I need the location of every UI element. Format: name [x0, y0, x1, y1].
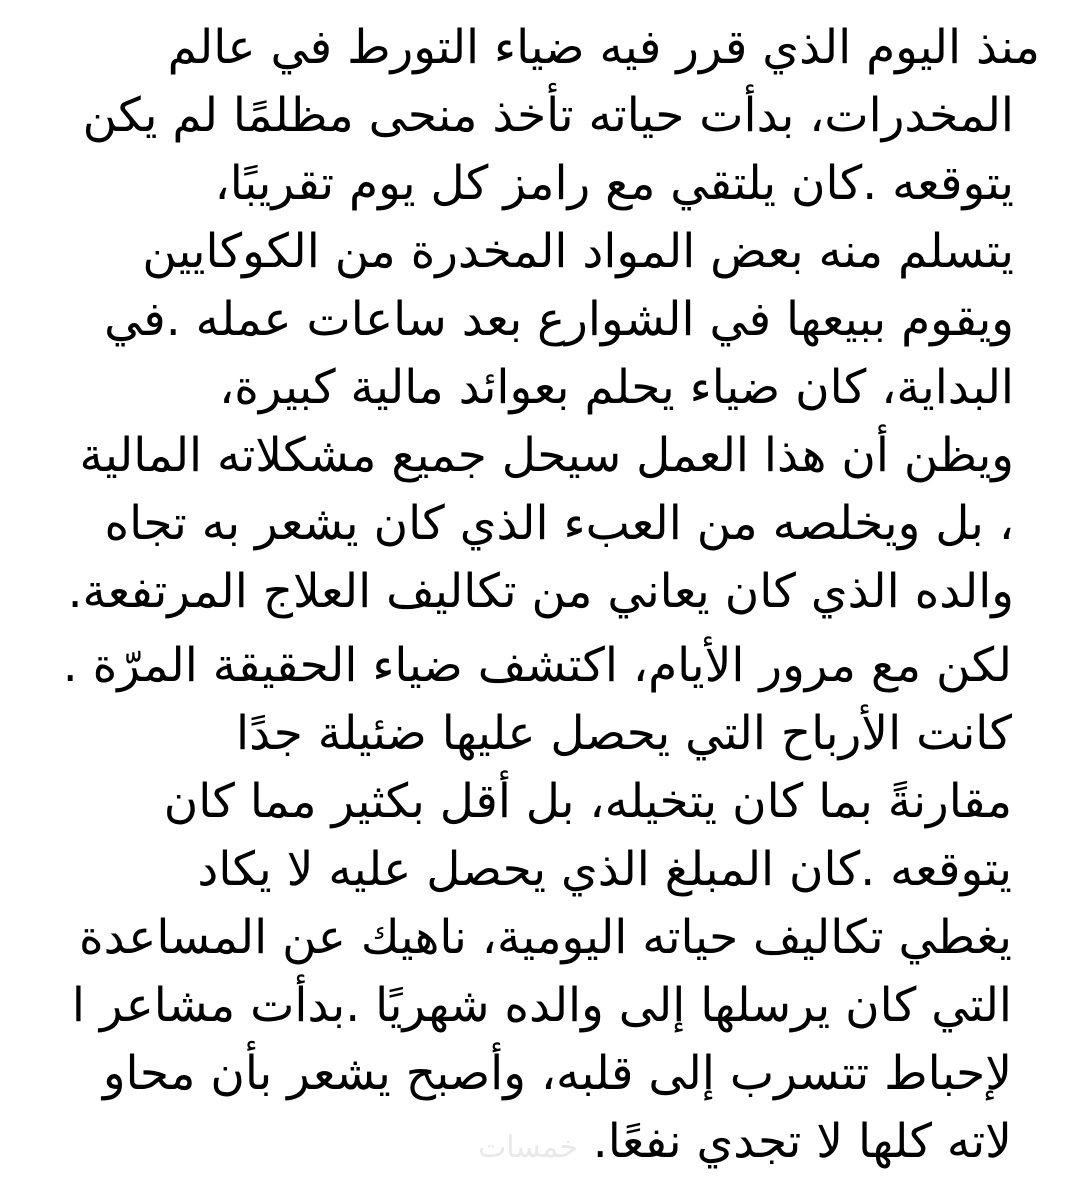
text-line: مقارنةً بما كان يتخيله، بل أقل بكثير مما كان [163, 774, 1012, 829]
text-line: يتسلم منه بعض المواد المخدرة من الكوكايين [142, 224, 1014, 279]
text-line: لاته كلها لا تجدي نفعًا. [592, 1114, 1012, 1169]
watermark-logo: خمسات [478, 1130, 579, 1165]
text-line: يغطي تكاليف حياته اليومية، ناهيك عن المساعدة [79, 910, 1012, 965]
paragraph-1 [48, 14, 1040, 626]
text-line: المخدرات، بدأت حياته تأخذ منحى مظلمًا لم يكن [82, 88, 1014, 143]
text-line: ويقوم ببيعها في الشوارع بعد ساعات عمله .في [104, 292, 1014, 347]
text-line: ويظن أن هذا العمل سيحل جميع مشكلاته المالية [79, 428, 1014, 483]
text-line: يتوقعه .كان المبلغ الذي يحصل عليه لا يكاد [197, 842, 1012, 897]
text-line: يتوقعه .كان يلتقي مع رامز كل يوم تقريبًا، [214, 156, 1014, 211]
text-line: ، بل ويخلصه من العبء الذي كان يشعر به تجاه [104, 496, 1014, 551]
paragraph-2 [48, 632, 1040, 1176]
text-line: كانت الأرباح التي يحصل عليها ضئيلة جدًا [236, 706, 1012, 761]
text-line: والده الذي كان يعاني من تكاليف العلاج المرتفعة. [67, 564, 1014, 619]
text-line: البداية، كان ضياء يحلم بعوائد مالية كبيرة، [219, 360, 1014, 415]
text-line: منذ اليوم الذي قرر فيه ضياء التورط في عالم [167, 20, 1040, 75]
text-line: لإحباط تتسرب إلى قلبه، وأصبح يشعر بأن محاو [102, 1046, 1012, 1101]
text-line: لكن مع مرور الأيام، اكتشف ضياء الحقيقة المرّة . [62, 638, 1012, 693]
text-line: التي كان يرسلها إلى والده شهريًا .بدأت مشاعر ا [71, 978, 1012, 1033]
